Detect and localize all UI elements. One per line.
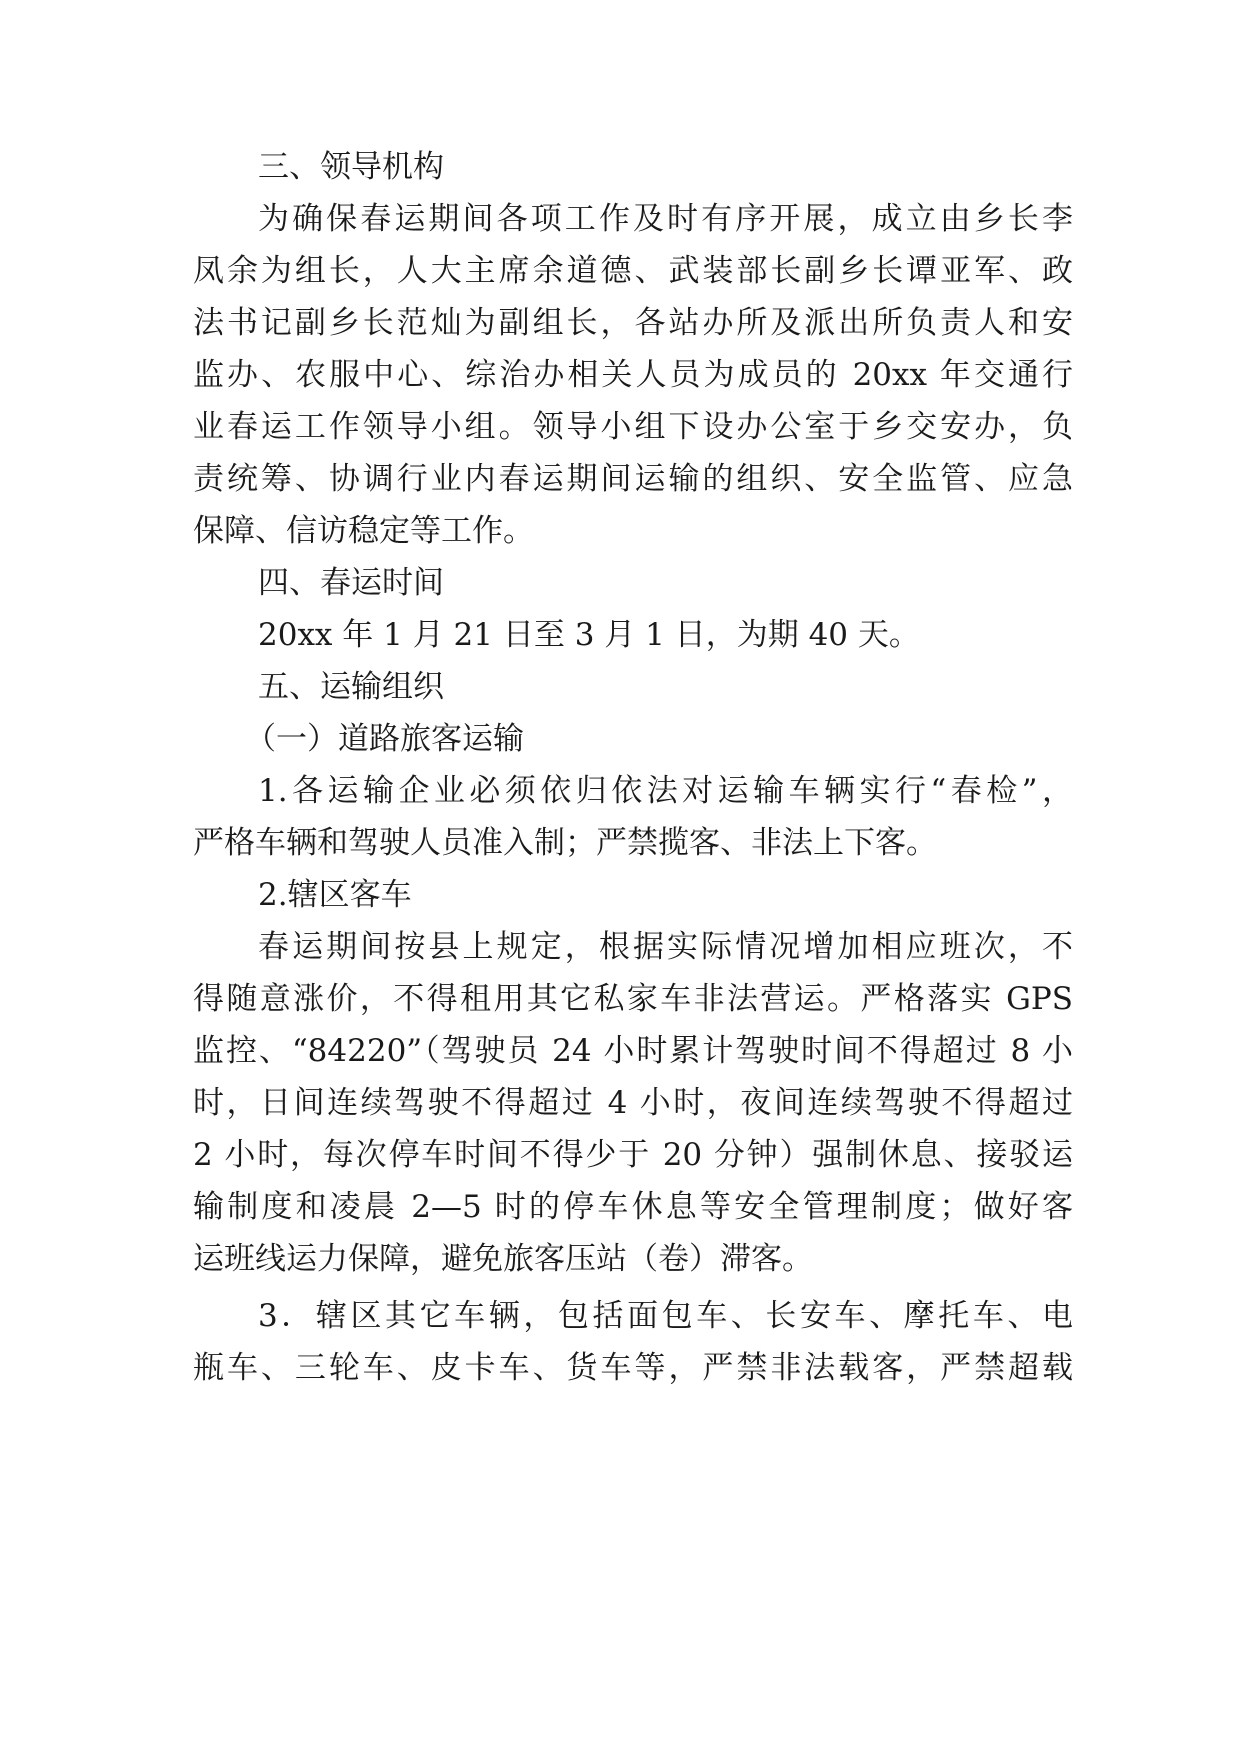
paragraph-line: 业春运工作领导小组。领导小组下设办公室于乡交安办，负 [193, 409, 1073, 445]
paragraph-line: 保障、信访稳定等工作。 [193, 513, 534, 549]
paragraph-line: 监办、农服中心、综治办相关人员为成员的 20xx 年交通行 [193, 357, 1073, 393]
paragraph-line: 输制度和凌晨 2—5 时的停车休息等安全管理制度；做好客 [193, 1189, 1073, 1225]
paragraph-line: 时，日间连续驾驶不得超过 4 小时，夜间连续驾驶不得超过 [193, 1085, 1073, 1121]
paragraph-line: 监控、“84220”（驾驶员 24 小时累计驾驶时间不得超过 8 小 [193, 1033, 1073, 1069]
paragraph-line: 法书记副乡长范灿为副组长，各站办所及派出所负责人和安 [193, 305, 1073, 341]
paragraph-line: 凤余为组长，人大主席余道德、武装部长副乡长谭亚军、政 [193, 253, 1073, 289]
paragraph-line: 为确保春运期间各项工作及时有序开展，成立由乡长李 [258, 201, 1073, 237]
item-heading-local-bus: 2.辖区客车 [258, 877, 412, 913]
paragraph-line: 得随意涨价，不得租用其它私家车非法营运。严格落实 GPS [193, 981, 1073, 1017]
paragraph-line: 瓶车、三轮车、皮卡车、货车等，严禁非法载客，严禁超载 [193, 1350, 1073, 1386]
paragraph-line: 3．辖区其它车辆，包括面包车、长安车、摩托车、电 [258, 1298, 1073, 1334]
paragraph-line: 运班线运力保障，避免旅客压站（卷）滞客。 [193, 1241, 813, 1277]
paragraph-line: 春运期间按县上规定，根据实际情况增加相应班次，不 [258, 929, 1073, 965]
paragraph-line: 责统筹、协调行业内春运期间运输的组织、安全监管、应急 [193, 461, 1073, 497]
paragraph-line: 1.各运输企业必须依归依法对运输车辆实行“春检”， [258, 773, 1073, 809]
section-heading-leadership: 三、领导机构 [258, 149, 444, 185]
section-heading-transport: 五、运输组织 [258, 669, 444, 705]
subsection-heading-road-passenger: （一）道路旅客运输 [245, 721, 524, 757]
paragraph-line: 20xx 年 1 月 21 日至 3 月 1 日，为期 40 天。 [258, 617, 920, 653]
section-heading-time: 四、春运时间 [258, 565, 444, 601]
paragraph-line: 严格车辆和驾驶人员准入制；严禁揽客、非法上下客。 [193, 825, 937, 861]
paragraph-line: 2 小时，每次停车时间不得少于 20 分钟）强制休息、接驳运 [193, 1137, 1073, 1173]
